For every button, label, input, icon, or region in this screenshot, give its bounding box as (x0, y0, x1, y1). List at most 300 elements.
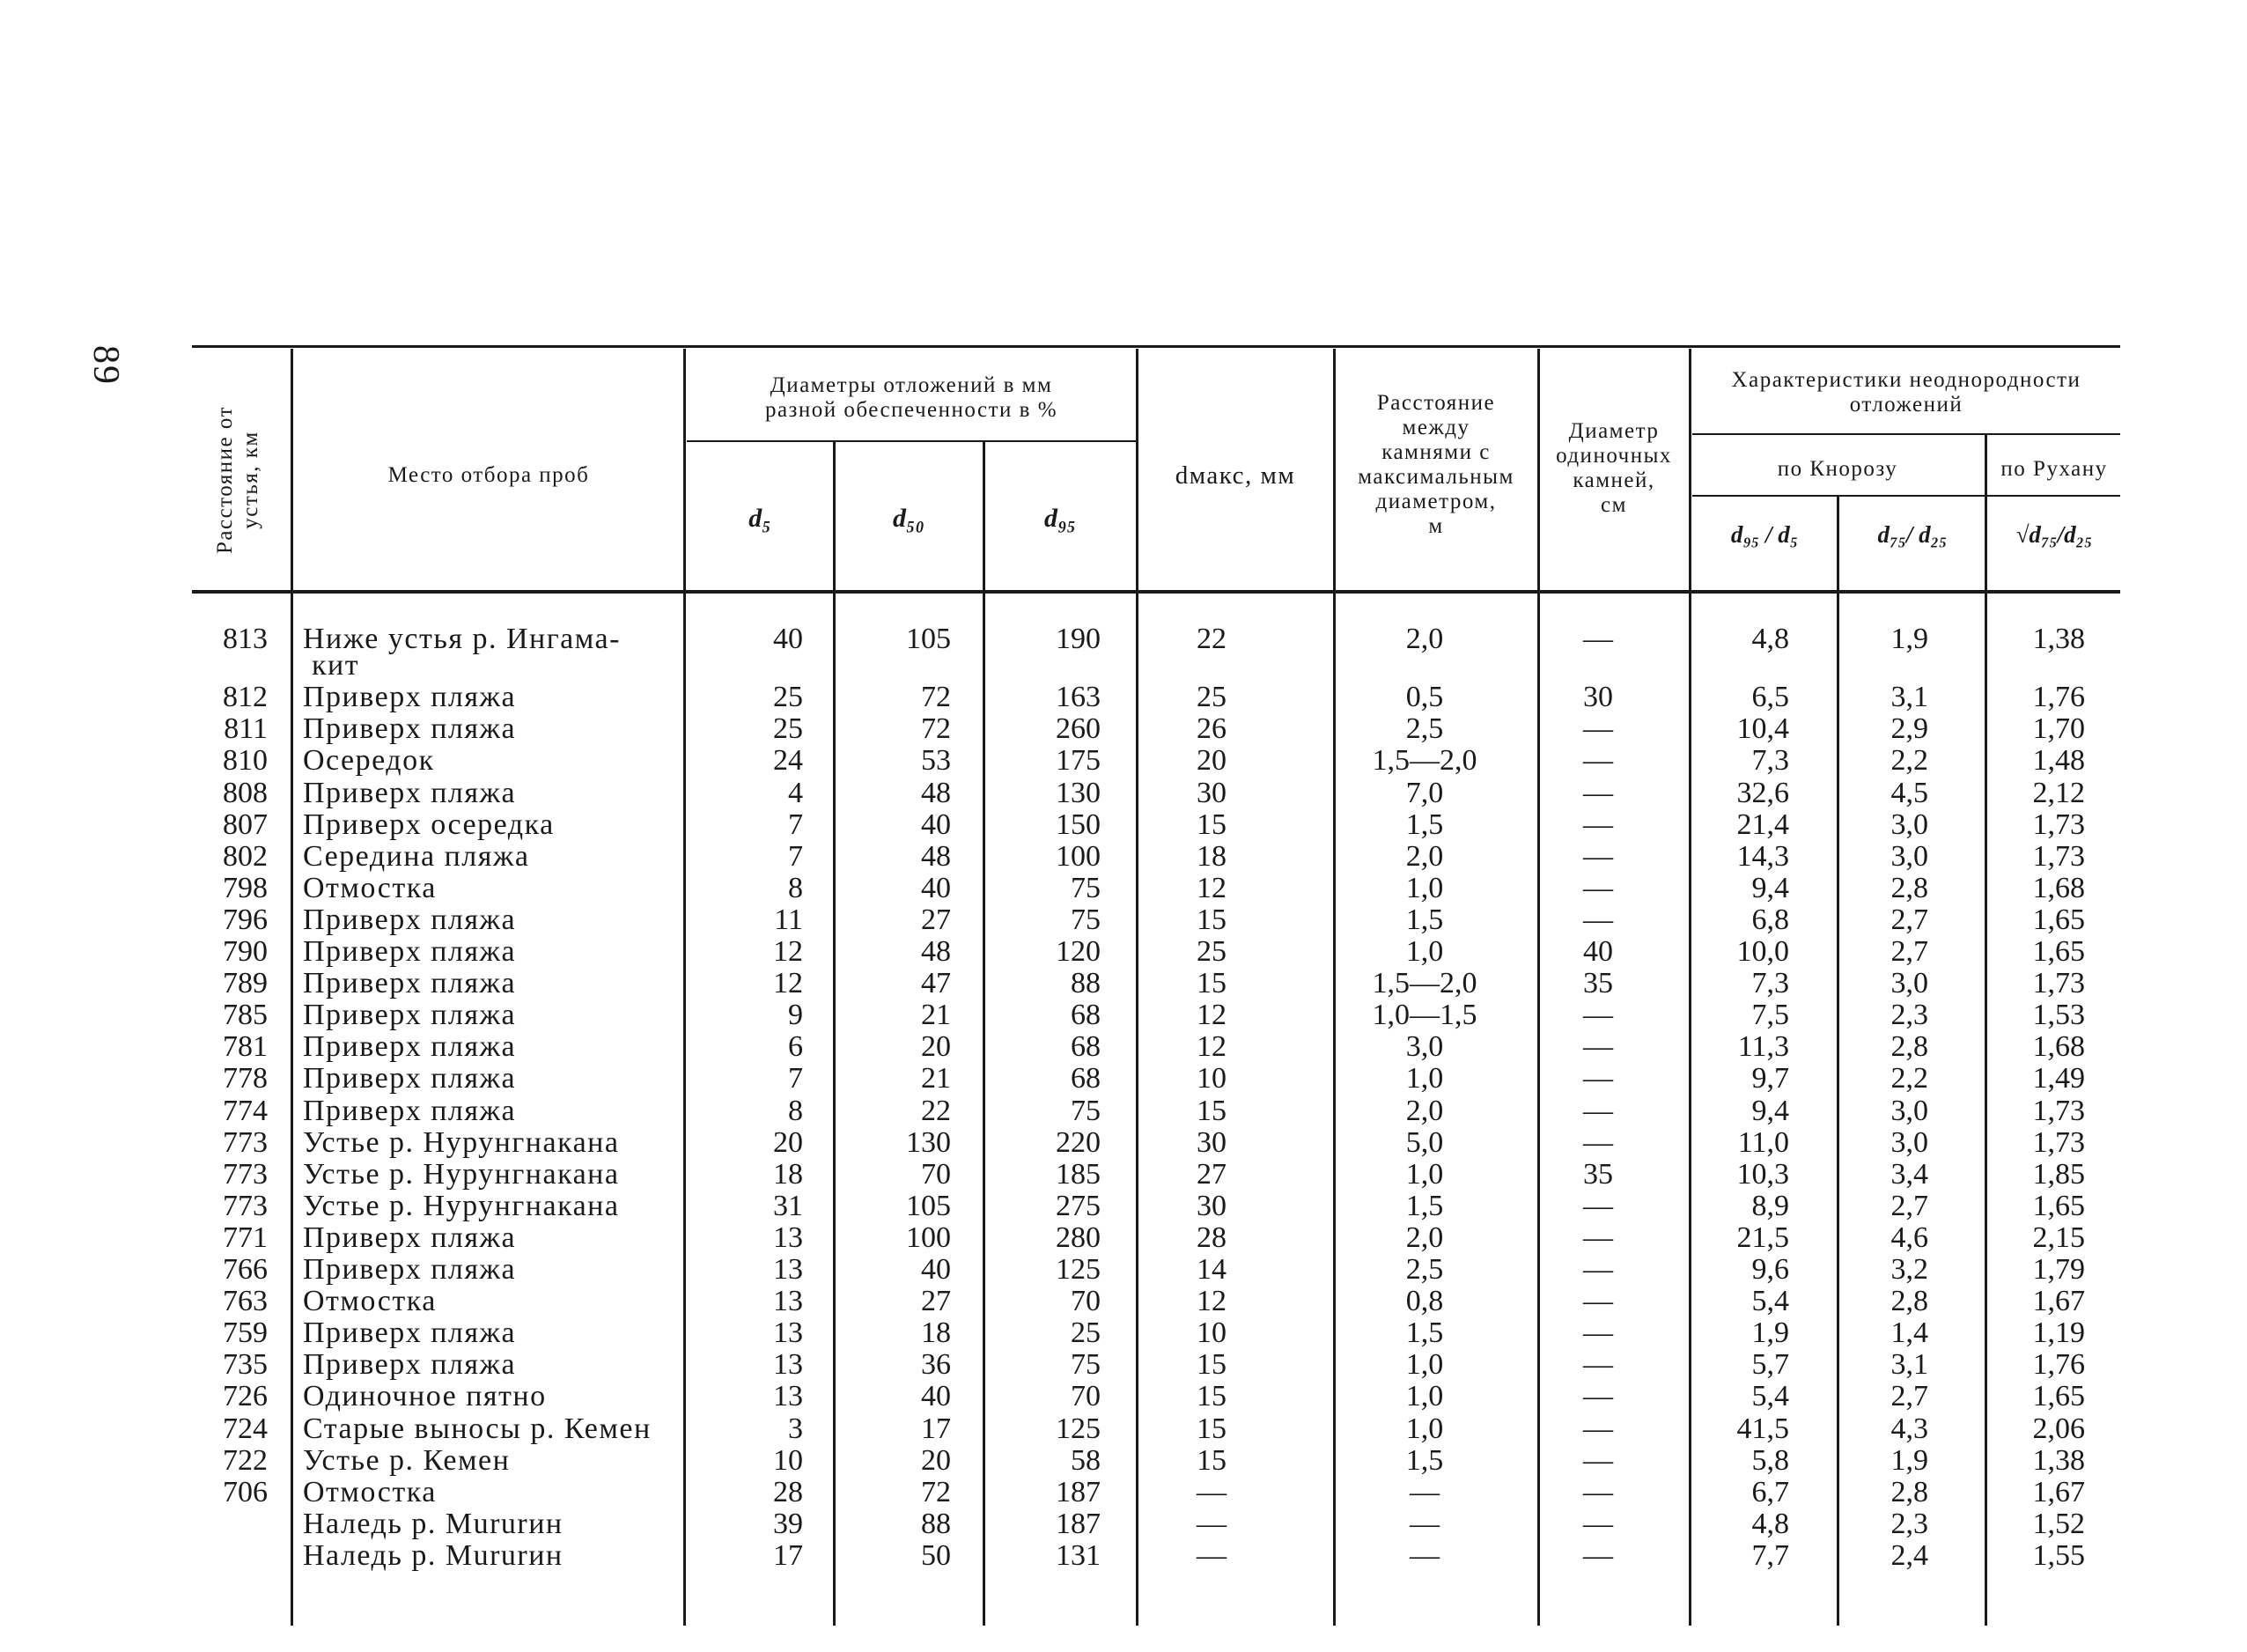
cell-d50: 40 (921, 1253, 951, 1286)
header-distance: Расстояние от устья, км (213, 406, 262, 555)
cell-dmax: 15 (1197, 903, 1227, 936)
cell-d75-d25: 3,0 (1890, 839, 1928, 873)
cell-d95: 220 (1056, 1125, 1101, 1159)
cell-distance: 773 (223, 1125, 268, 1159)
cell-d95: 120 (1056, 935, 1101, 968)
cell-place: Приверх пляжа (303, 903, 517, 936)
cell-d5: 13 (773, 1285, 803, 1318)
header-sqrt-d75-d25: √d₇₅/d₂₅ (2015, 521, 2093, 548)
cell-single-diameter: — (1583, 1253, 1613, 1286)
col-rule-5 (1136, 349, 1138, 1626)
cell-sqrt-d75-d25: 1,55 (2032, 1538, 2085, 1572)
cell-d50: 27 (921, 903, 951, 936)
cell-sqrt-d75-d25: 1,70 (2032, 712, 2085, 746)
cell-distance: 813 (223, 623, 268, 655)
cell-d95: 70 (1071, 1380, 1101, 1413)
cell-d50: 105 (906, 623, 951, 655)
cell-single-diameter: — (1583, 808, 1613, 841)
cell-single-diameter: 35 (1583, 1157, 1613, 1191)
cell-single-diameter: 40 (1583, 935, 1613, 968)
cell-d5: 20 (773, 1125, 803, 1159)
cell-place: Отмостка (303, 871, 437, 904)
cell-d95-d5: 14,3 (1736, 839, 1789, 873)
cell-d50: 53 (921, 744, 951, 778)
cell-sqrt-d75-d25: 2,12 (2032, 776, 2085, 809)
cell-distance: 811 (224, 712, 268, 746)
col-rule-8 (1689, 349, 1691, 1626)
cell-stone-distance: 2,0 (1405, 1221, 1444, 1254)
cell-sqrt-d75-d25: 1,53 (2032, 999, 2085, 1032)
cell-sqrt-d75-d25: 1,79 (2032, 1253, 2085, 1286)
cell-sqrt-d75-d25: 1,65 (2032, 935, 2085, 968)
cell-d75-d25: 2,9 (1890, 712, 1928, 746)
header-stone-distance: Расстояние между камнями с максимальным диаметром, м (1358, 391, 1514, 538)
cell-d95-d5: 9,4 (1751, 1094, 1789, 1127)
cell-d5: 13 (773, 1253, 803, 1286)
cell-distance: 789 (223, 967, 268, 1000)
cell-d50: 72 (921, 712, 951, 746)
cell-sqrt-d75-d25: 1,85 (2032, 1157, 2085, 1191)
cell-distance: 724 (223, 1412, 268, 1445)
cell-d5: 13 (773, 1348, 803, 1382)
cell-stone-distance: 1,5 (1405, 1316, 1444, 1350)
cell-d95: 187 (1056, 1507, 1101, 1540)
header-diameters-group: Диаметры отложений в мм разной обеспеченности в % (764, 373, 1058, 422)
cell-d95: 75 (1071, 871, 1101, 904)
cell-d95-d5: 6,8 (1751, 903, 1789, 936)
cell-place: Приверх пляжа (303, 967, 517, 1000)
cell-place: Приверх пляжа (303, 712, 517, 746)
cell-place: Приверх пляжа (303, 1316, 517, 1350)
cell-place: Приверх осередка (303, 808, 555, 841)
cell-d95-d5: 9,6 (1751, 1253, 1789, 1286)
header-d95-d5: d₉₅ / d₅ (1730, 521, 1799, 548)
table-top-rule (192, 345, 2120, 348)
cell-dmax: — (1197, 1538, 1227, 1572)
cell-stone-distance: 5,0 (1405, 1125, 1444, 1159)
cell-d75-d25: 4,5 (1890, 776, 1928, 809)
cell-distance: 771 (223, 1221, 268, 1254)
header-single-diameter: Диаметр одиночных камней, см (1556, 419, 1672, 517)
cell-d50: 20 (921, 1030, 951, 1064)
cell-d95-d5: 5,4 (1751, 1380, 1789, 1413)
cell-d5: 39 (773, 1507, 803, 1540)
cell-single-diameter: — (1583, 871, 1613, 904)
cell-d95-d5: 10,3 (1736, 1157, 1789, 1191)
cell-d50: 70 (921, 1157, 951, 1191)
cell-d95: 185 (1056, 1157, 1101, 1191)
cell-d75-d25: 4,6 (1890, 1221, 1928, 1254)
cell-d50: 21 (921, 999, 951, 1032)
cell-distance: 706 (223, 1475, 268, 1508)
cell-d95-d5: 9,4 (1751, 871, 1789, 904)
cell-d95-d5: 1,9 (1751, 1316, 1789, 1350)
cell-distance: 798 (223, 871, 268, 904)
cell-distance: 773 (223, 1157, 268, 1191)
cell-stone-distance: 2,5 (1405, 1253, 1444, 1286)
cell-stone-distance: 7,0 (1405, 776, 1444, 809)
cell-dmax: 10 (1197, 1316, 1227, 1350)
cell-sqrt-d75-d25: 2,15 (2032, 1221, 2085, 1254)
cell-d75-d25: 3,1 (1890, 1348, 1928, 1382)
cell-sqrt-d75-d25: 1,68 (2032, 1030, 2085, 1064)
cell-d50: 48 (921, 839, 951, 873)
cell-sqrt-d75-d25: 1,67 (2032, 1475, 2085, 1508)
cell-d50: 40 (921, 808, 951, 841)
cell-dmax: 30 (1197, 776, 1227, 809)
cell-stone-distance: 1,5 (1405, 808, 1444, 841)
cell-d95: 175 (1056, 744, 1101, 778)
cell-sqrt-d75-d25: 1,67 (2032, 1285, 2085, 1318)
cell-dmax: 28 (1197, 1221, 1227, 1254)
cell-d5: 18 (773, 1157, 803, 1191)
cell-single-diameter: — (1583, 712, 1613, 746)
cell-d95: 75 (1071, 903, 1101, 936)
cell-d5: 9 (788, 999, 803, 1032)
cell-stone-distance: 2,0 (1405, 623, 1444, 655)
cell-d95: 88 (1071, 967, 1101, 1000)
header-d50: d₅₀ (893, 504, 925, 533)
cell-single-diameter: — (1583, 1030, 1613, 1064)
cell-place: Приверх пляжа (303, 681, 517, 714)
cell-place: Приверх пляжа (303, 1221, 517, 1254)
cell-d5: 4 (788, 776, 803, 809)
cell-dmax: 22 (1197, 623, 1227, 655)
cell-d50: 21 (921, 1062, 951, 1095)
cell-d95-d5: 5,8 (1751, 1443, 1789, 1477)
cell-single-diameter: — (1583, 1538, 1613, 1572)
cell-place: Отмостка (303, 1285, 437, 1318)
cell-d95: 280 (1056, 1221, 1101, 1254)
cell-place: Устье р. Нурунгнакана (303, 1125, 620, 1159)
cell-place: Устье р. Нурунгнакана (303, 1189, 620, 1222)
cell-stone-distance: 1,0 (1405, 935, 1444, 968)
cell-d75-d25: 3,0 (1890, 1125, 1928, 1159)
cell-d95-d5: 5,4 (1751, 1285, 1789, 1318)
cell-d75-d25: 2,2 (1890, 1062, 1928, 1095)
cell-d50: 88 (921, 1507, 951, 1540)
cell-dmax: — (1197, 1475, 1227, 1508)
header-d95: d₉₅ (1044, 504, 1076, 533)
col-rule-10 (1985, 435, 1987, 1626)
cell-stone-distance: — (1410, 1507, 1440, 1540)
cell-sqrt-d75-d25: 1,38 (2032, 1443, 2085, 1477)
cell-d75-d25: 3,4 (1890, 1157, 1928, 1191)
cell-d50: 72 (921, 681, 951, 714)
cell-dmax: 14 (1197, 1253, 1227, 1286)
cell-distance: 796 (223, 903, 268, 936)
cell-single-diameter: 30 (1583, 681, 1613, 714)
cell-d95-d5: 6,7 (1751, 1475, 1789, 1508)
cell-d95-d5: 4,8 (1751, 623, 1789, 655)
cell-d50: 22 (921, 1094, 951, 1127)
header-rukhan: по Рухану (2000, 457, 2108, 481)
cell-single-diameter: — (1583, 1221, 1613, 1254)
cell-stone-distance: 2,5 (1405, 712, 1444, 746)
cell-place: Старые выносы р. Кемен (303, 1412, 652, 1445)
cell-place: Отмостка (303, 1475, 437, 1508)
cell-sqrt-d75-d25: 1,65 (2032, 903, 2085, 936)
cell-dmax: 27 (1197, 1157, 1227, 1191)
cell-d75-d25: 2,4 (1890, 1538, 1928, 1572)
cell-d75-d25: 2,8 (1890, 1285, 1928, 1318)
cell-single-diameter: — (1583, 1316, 1613, 1350)
cell-d95-d5: 9,7 (1751, 1062, 1789, 1095)
cell-d5: 25 (773, 712, 803, 746)
cell-d75-d25: 2,7 (1890, 1189, 1928, 1222)
cell-d5: 6 (788, 1030, 803, 1064)
cell-d75-d25: 2,2 (1890, 744, 1928, 778)
cell-sqrt-d75-d25: 1,73 (2032, 1094, 2085, 1127)
cell-sqrt-d75-d25: 1,73 (2032, 808, 2085, 841)
cell-d95: 68 (1071, 1030, 1101, 1064)
cell-d95-d5: 7,7 (1751, 1538, 1789, 1572)
cell-d95: 75 (1071, 1094, 1101, 1127)
cell-d95-d5: 21,5 (1736, 1221, 1789, 1254)
cell-single-diameter: — (1583, 1380, 1613, 1413)
cell-stone-distance: 1,5 (1405, 903, 1444, 936)
cell-dmax: 12 (1197, 1285, 1227, 1318)
cell-place: Одиночное пятно (303, 1380, 547, 1413)
header-bottom-rule (192, 590, 2120, 594)
cell-dmax: 15 (1197, 967, 1227, 1000)
cell-distance: 790 (223, 935, 268, 968)
col-rule-7 (1537, 349, 1540, 1626)
cell-place: Ниже устья р. Ингама- (303, 623, 621, 655)
cell-d5: 10 (773, 1443, 803, 1477)
cell-d75-d25: 3,0 (1890, 1094, 1928, 1127)
cell-d75-d25: 3,2 (1890, 1253, 1928, 1286)
cell-sqrt-d75-d25: 1,76 (2032, 1348, 2085, 1382)
cell-dmax: 12 (1197, 999, 1227, 1032)
cell-stone-distance: 1,0 (1405, 1062, 1444, 1095)
cell-d50: 17 (921, 1412, 951, 1445)
col-rule-2 (683, 349, 686, 1626)
cell-d75-d25: 1,9 (1890, 1443, 1928, 1477)
cell-d95: 130 (1056, 776, 1101, 809)
header-d5: d₅ (748, 504, 771, 533)
cell-dmax: 15 (1197, 1412, 1227, 1445)
cell-d95: 70 (1071, 1285, 1101, 1318)
cell-distance: 807 (223, 808, 268, 841)
cell-d5: 3 (788, 1412, 803, 1445)
cell-distance: 726 (223, 1380, 268, 1413)
cell-sqrt-d75-d25: 1,73 (2032, 967, 2085, 1000)
cell-d5: 40 (773, 623, 803, 655)
cell-sqrt-d75-d25: 1,52 (2032, 1507, 2085, 1540)
cell-single-diameter: — (1583, 1189, 1613, 1222)
cell-d95-d5: 10,0 (1736, 935, 1789, 968)
cell-stone-distance: 1,0 (1405, 1380, 1444, 1413)
cell-single-diameter: — (1583, 1062, 1613, 1095)
header-place: Место отбора проб (387, 463, 590, 487)
cell-d50: 36 (921, 1348, 951, 1382)
cell-d95: 150 (1056, 808, 1101, 841)
cell-d5: 12 (773, 967, 803, 1000)
header-knoroz: по Кнорозу (1777, 457, 1898, 481)
cell-distance: 785 (223, 999, 268, 1032)
cell-stone-distance: 1,5 (1405, 1443, 1444, 1477)
header-heterogeneity-group: Характеристики неоднородности отложений (1731, 368, 2081, 417)
cell-dmax: 25 (1197, 681, 1227, 714)
cell-d95-d5: 11,0 (1737, 1125, 1789, 1159)
cell-single-diameter: — (1583, 1285, 1613, 1318)
cell-single-diameter: — (1583, 744, 1613, 778)
cell-distance: 802 (223, 839, 268, 873)
cell-d95: 58 (1071, 1443, 1101, 1477)
heterogeneity-group-rule (1692, 433, 2120, 435)
cell-place: Осередок (303, 744, 435, 778)
cell-d95-d5: 4,8 (1751, 1507, 1789, 1540)
cell-d95-d5: 32,6 (1736, 776, 1789, 809)
cell-stone-distance: — (1410, 1475, 1440, 1508)
cell-d5: 12 (773, 935, 803, 968)
cell-d50: 40 (921, 1380, 951, 1413)
cell-d5: 13 (773, 1380, 803, 1413)
cell-d50: 27 (921, 1285, 951, 1318)
cell-d75-d25: 2,7 (1890, 1380, 1928, 1413)
cell-dmax: 18 (1197, 839, 1227, 873)
cell-d95: 100 (1056, 839, 1101, 873)
cell-d5: 25 (773, 681, 803, 714)
cell-distance: 774 (223, 1094, 268, 1127)
cell-place: Приверх пляжа (303, 776, 517, 809)
cell-place: Устье р. Нурунгнакана (303, 1157, 620, 1191)
cell-d95: 190 (1056, 623, 1101, 655)
cell-distance: 778 (223, 1062, 268, 1095)
cell-single-diameter: — (1583, 623, 1613, 655)
cell-d95-d5: 7,3 (1751, 967, 1789, 1000)
cell-d50: 48 (921, 776, 951, 809)
cell-d50: 105 (906, 1189, 951, 1222)
col-rule-1 (291, 349, 293, 1626)
cell-place: Приверх пляжа (303, 935, 517, 968)
cell-stone-distance: 3,0 (1405, 1030, 1444, 1064)
cell-d95-d5: 5,7 (1751, 1348, 1789, 1382)
cell-sqrt-d75-d25: 1,73 (2032, 839, 2085, 873)
cell-place: Приверх пляжа (303, 1030, 517, 1064)
cell-distance: 808 (223, 776, 268, 809)
cell-d75-d25: 1,9 (1890, 623, 1928, 655)
cell-d95: 163 (1056, 681, 1101, 714)
cell-stone-distance: 2,0 (1405, 1094, 1444, 1127)
cell-single-diameter: — (1583, 1348, 1613, 1382)
cell-d75-d25: 2,8 (1890, 871, 1928, 904)
cell-place: Устье р. Кемен (303, 1443, 511, 1477)
cell-distance: 773 (223, 1189, 268, 1222)
cell-stone-distance: 1,0—1,5 (1372, 999, 1477, 1032)
cell-d5: 8 (788, 871, 803, 904)
cell-dmax: — (1197, 1507, 1227, 1540)
cell-place: Середина пляжа (303, 839, 530, 873)
cell-d50: 72 (921, 1475, 951, 1508)
cell-sqrt-d75-d25: 1,68 (2032, 871, 2085, 904)
cell-d95: 68 (1071, 1062, 1101, 1095)
cell-stone-distance: 0,8 (1405, 1285, 1444, 1318)
cell-place: Приверх пляжа (303, 1348, 517, 1382)
cell-distance: 759 (223, 1316, 268, 1350)
cell-d95-d5: 11,3 (1737, 1030, 1789, 1064)
cell-sqrt-d75-d25: 1,38 (2032, 623, 2085, 655)
cell-sqrt-d75-d25: 1,65 (2032, 1189, 2085, 1222)
cell-d95: 75 (1071, 1348, 1101, 1382)
cell-single-diameter: — (1583, 1475, 1613, 1508)
cell-stone-distance: 1,0 (1405, 871, 1444, 904)
cell-single-diameter: — (1583, 776, 1613, 809)
cell-stone-distance: 1,0 (1405, 1412, 1444, 1445)
cell-dmax: 10 (1197, 1062, 1227, 1095)
col-rule-6 (1333, 349, 1336, 1626)
cell-stone-distance: 1,5—2,0 (1372, 967, 1477, 1000)
cell-d50: 48 (921, 935, 951, 968)
cell-d5: 17 (773, 1538, 803, 1572)
cell-dmax: 15 (1197, 1348, 1227, 1382)
cell-d50: 130 (906, 1125, 951, 1159)
cell-d50: 20 (921, 1443, 951, 1477)
cell-d95-d5: 10,4 (1736, 712, 1789, 746)
header-dmax: dмакс, мм (1175, 461, 1296, 490)
cell-stone-distance: — (1410, 1538, 1440, 1572)
cell-distance: 722 (223, 1443, 268, 1477)
cell-distance: 781 (223, 1030, 268, 1064)
cell-d95-d5: 21,4 (1736, 808, 1789, 841)
cell-d75-d25: 4,3 (1890, 1412, 1928, 1445)
cell-place: Наледь р. Мururин (303, 1538, 564, 1572)
cell-d50: 100 (906, 1221, 951, 1254)
col-rule-3 (833, 442, 836, 1626)
cell-sqrt-d75-d25: 2,06 (2032, 1412, 2085, 1445)
cell-d95-d5: 7,5 (1751, 999, 1789, 1032)
cell-place: Приверх пляжа (303, 1253, 517, 1286)
cell-stone-distance: 1,5 (1405, 1189, 1444, 1222)
cell-dmax: 12 (1197, 1030, 1227, 1064)
cell-dmax: 15 (1197, 1380, 1227, 1413)
cell-single-diameter: — (1583, 1443, 1613, 1477)
cell-place-continuation: кит (312, 649, 360, 682)
cell-dmax: 15 (1197, 1443, 1227, 1477)
cell-d95: 260 (1056, 712, 1101, 746)
cell-d75-d25: 2,8 (1890, 1030, 1928, 1064)
cell-d95: 68 (1071, 999, 1101, 1032)
cell-single-diameter: — (1583, 999, 1613, 1032)
cell-d95: 25 (1071, 1316, 1101, 1350)
cell-place: Наледь р. Мururин (303, 1507, 564, 1540)
cell-stone-distance: 0,5 (1405, 681, 1444, 714)
cell-d5: 11 (774, 903, 803, 936)
col-rule-9 (1837, 497, 1839, 1626)
cell-distance: 766 (223, 1253, 268, 1286)
cell-d5: 13 (773, 1316, 803, 1350)
header-d75-d25: d₇₅/ d₂₅ (1877, 521, 1948, 548)
cell-sqrt-d75-d25: 1,76 (2032, 681, 2085, 714)
cell-dmax: 26 (1197, 712, 1227, 746)
cell-d75-d25: 3,0 (1890, 967, 1928, 1000)
cell-d95-d5: 8,9 (1751, 1189, 1789, 1222)
cell-single-diameter: 35 (1583, 967, 1613, 1000)
cell-d75-d25: 2,3 (1890, 999, 1928, 1032)
cell-dmax: 15 (1197, 1094, 1227, 1127)
cell-single-diameter: — (1583, 839, 1613, 873)
cell-dmax: 25 (1197, 935, 1227, 968)
cell-d75-d25: 2,7 (1890, 935, 1928, 968)
cell-distance: 763 (223, 1285, 268, 1318)
cell-d50: 18 (921, 1316, 951, 1350)
cell-d95-d5: 41,5 (1736, 1412, 1789, 1445)
cell-sqrt-d75-d25: 1,49 (2032, 1062, 2085, 1095)
cell-distance: 812 (223, 681, 268, 714)
page-number: 89 (85, 345, 126, 386)
cell-single-diameter: — (1583, 1125, 1613, 1159)
